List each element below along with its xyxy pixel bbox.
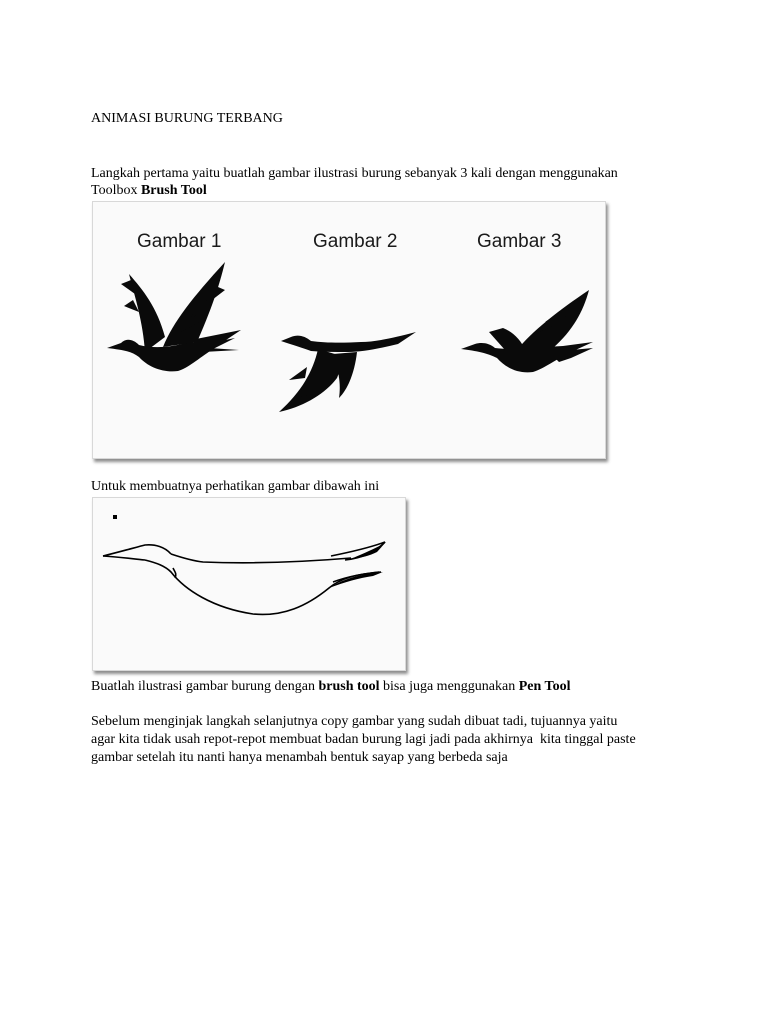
intro-line-2 [91, 182, 207, 200]
bird-outline-figure [92, 497, 406, 671]
tools-line-prefix: Buatlah ilustrasi gambar burung dengan [91, 679, 319, 694]
intro-line-2-prefix: Toolbox [91, 183, 141, 198]
tools-line-middle: bisa juga menggunakan [379, 679, 519, 694]
figure-label-3: Gambar 3 [477, 231, 562, 252]
tools-line [91, 678, 570, 696]
pen-tool-bold: Pen Tool [518, 679, 571, 694]
bird-stages-figure [92, 201, 606, 459]
marker-dot [113, 515, 117, 519]
next-step-line-2: agar kita tidak usah repot-repot membuat badan burung lagi jadi pada akhirnya kita tinggal paste [91, 732, 636, 747]
intro-line-1: Langkah pertama yaitu buatlah gambar ilustrasi burung sebanyak 3 kali dengan menggunakan [91, 166, 618, 181]
bird-2-silhouette [279, 332, 416, 412]
instruction-line: Untuk membuatnya perhatikan gambar dibawah ini [91, 479, 380, 494]
next-step-line-3: gambar setelah itu nanti hanya menambah bentuk sayap yang berbeda saja [91, 750, 508, 765]
bird-3-silhouette [461, 290, 593, 372]
bird-1-silhouette [107, 262, 241, 371]
bird-silhouettes [93, 202, 605, 458]
brush-tool-bold: Brush Tool [140, 183, 207, 198]
bird-outline-lines [103, 542, 385, 614]
figure-label-1: Gambar 1 [137, 231, 222, 252]
document-title: ANIMASI BURUNG TERBANG [91, 111, 283, 126]
figure-label-2: Gambar 2 [313, 231, 398, 252]
brush-tool-lowercase-bold: brush tool [318, 679, 380, 694]
bird-outline-drawing [93, 498, 405, 670]
next-step-line-1: Sebelum menginjak langkah selanjutnya copy gambar yang sudah dibuat tadi, tujuannya yaitu [91, 714, 618, 729]
